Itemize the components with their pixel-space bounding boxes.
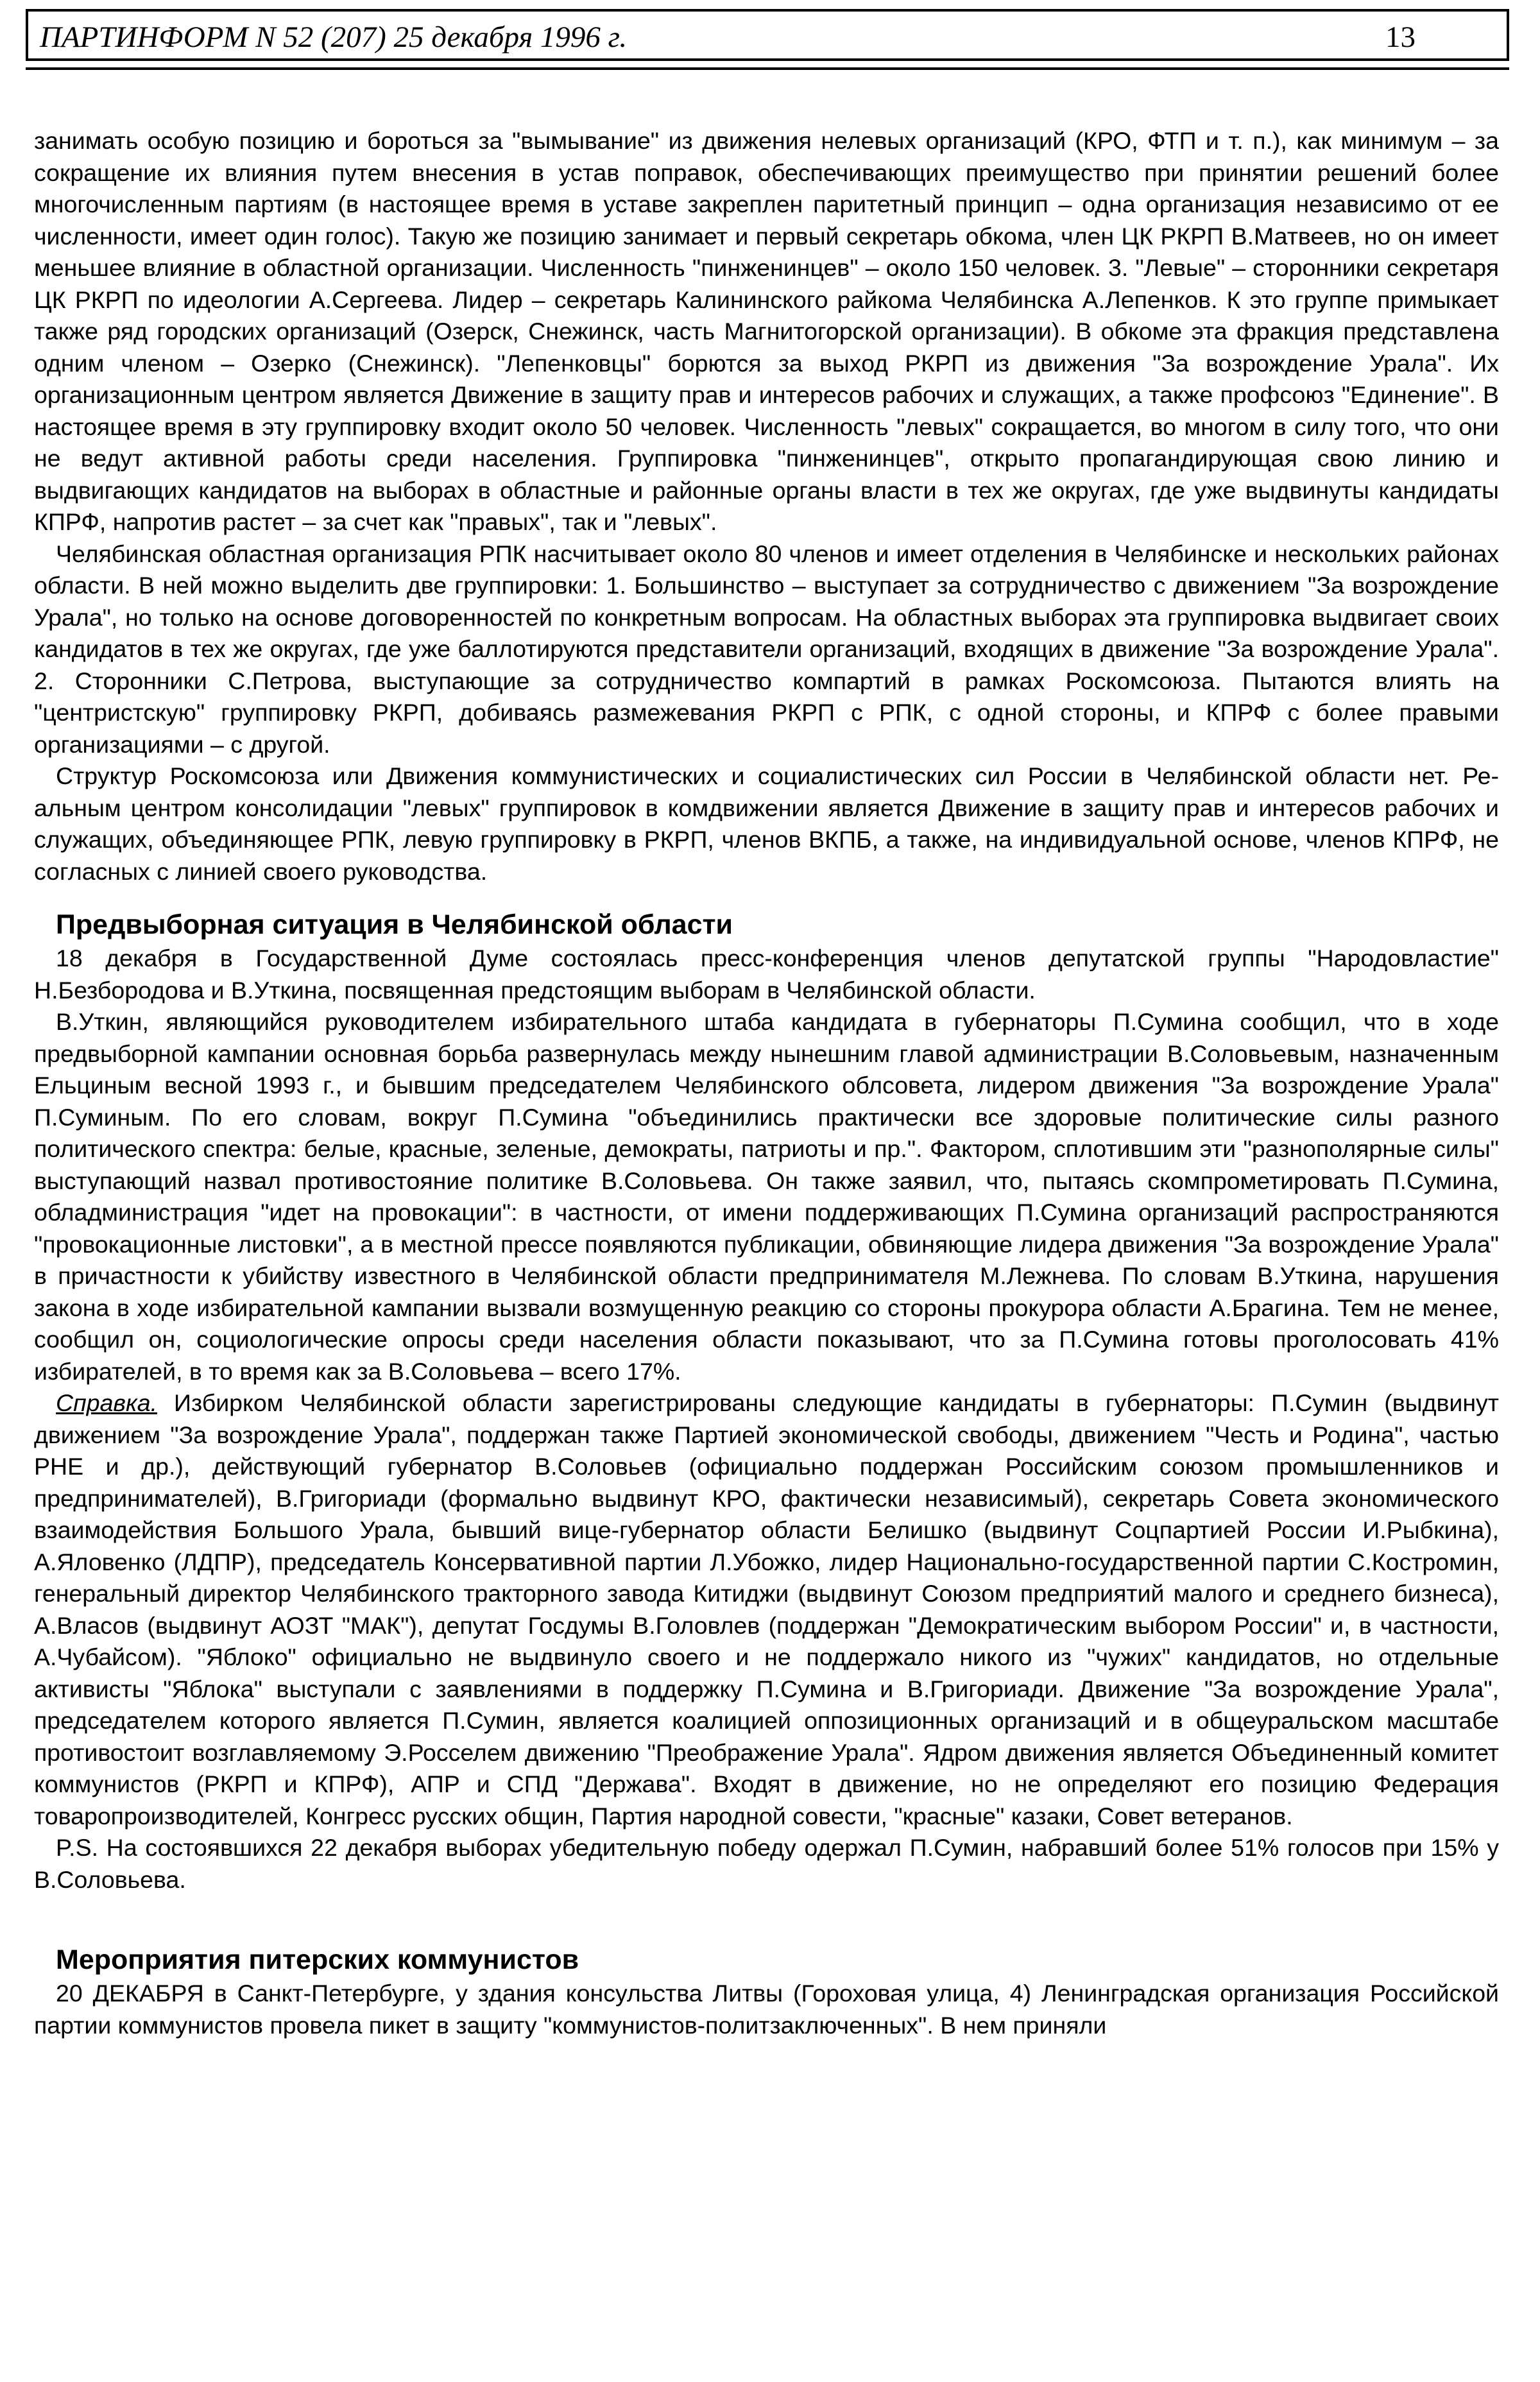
header-divider [26,67,1509,70]
intro-paragraph-3: Структур Роскомсоюза или Движения коммунистических и социалистических сил России в Челябинской области нет. Ре-альным центром консолидации "левых" группировок в комдвижении является Движение в защиту прав и интересов рабочих и служащих, объединяющее РПК, левую группировку в РКРП, членов ВКПБ, а также, на индивидуальной основе, членов КПРФ, не согласных с линией своего руководства. [34,762,1499,885]
note-label: Справка. [56,1389,157,1416]
intro-paragraph-2: Челябинская областная организация РПК насчитывает около 80 членов и имеет отделения в Челябинске и нескольких районах области. В ней можно выделить две группировки: 1. Большинство – выступает за сотрудничество с движением "За возрождение Урала", но только на основе договоренностей по конкретным вопросам. На областных выборах эта группировка выдвигает своих кандидатов в тех же округах, где уже баллотируются представители организаций, входящих в движение "За возрождение Урала". 2. Сторонники С.Петрова, выступающие за сотрудничество компартий в рамках Роскомсоюза. Пытаются влиять на "центристскую" группировку РКРП, добиваясь размежевания РКРП с РПК, с одной стороны, и КПРФ с более правыми организациями – с другой. [34,540,1499,758]
elections-postscript: P.S. На состоявшихся 22 декабря выборах убедительную победу одержал П.Сумин, набравший более 51% голосов при 15% у В.Соловьева. [34,1834,1499,1893]
intro-paragraph-1: занимать особую позицию и бороться за "вымывание" из движения нелевых организаций (КРО, ФТП и т. п.), как минимум – за сокращение их влияния путем внесения в устав поправок, обеспечивающих преимущество при принятии решений более многочисленным партиям (в настоящее время в уставе закреплен паритетный принцип – одна организация независимо от ее численности, имеет один голос). Такую же позицию занимает и первый секретарь обкома, член ЦК РКРП В.Матвеев, но он имеет меньшее влияние в областной организации. Численность "пинженинцев" – около 150 человек. 3. "Левые" – сторонники секретаря ЦК РКРП по идеологии А.Сергеева. Лидер – секретарь Калининского райкома Челябинска А.Лепенков. К это группе примыкает также ряд городских организаций (Озерск, Снежинск, часть Магнитогорской организации). В обкоме эта фракция представлена одним членом – Озерко (Снежинск). "Лепенковцы" борются за выход РКРП из движения "За возрождение Урала". Их организационным центром является Движение в защиту прав и интересов рабочих и служащих, а также профсоюз "Единение". В настоящее время в эту группировку входит около 50 человек. Численность "левых" сокращается, во многом в силу того, что они не ведут активной работы среди населения. Группировка "пинженинцев", открыто пропагандирующая свою линию и выдвигающих кандидатов на выборах в областные и районные органы власти в тех же округах, где уже выдвинуты кандидаты КПРФ, напротив растет – за счет как "правых", так и "левых". [34,127,1499,535]
publication-title: ПАРТИНФОРМ N 52 (207) 25 декабря 1996 г. [40,21,628,54]
communists-paragraph-1: 20 ДЕКАБРЯ в Санкт-Петербурге, у здания консульства Литвы (Гороховая улица, 4) Ленинградская организация Российской партии коммунистов провела пикет в защиту "коммунистов-политзаключенных". В нем приняли [34,1980,1499,2039]
page-number: 13 [1385,21,1416,54]
page-header [26,9,1509,61]
article-body [34,125,1499,2041]
section-heading-communists: Мероприятия питерских коммунистов [56,1944,579,1975]
note-text: Избирком Челябинской области зарегистрированы следующие кандидаты в губернаторы: П.Сумин (выдвинут движением "За возрождение Урала", поддержан также Партией экономической свободы, движением "Честь и Родина", частью РНЕ и др.), действующий губернатор В.Соловьев (официально поддержан Российским союзом промышленников и предпринимателей), В.Григориади (формально выдвинут КРО, фактически независимый), секретарь Совета экономического взаимодействия Большого Урала, бывший вице-губернатор области Белишко (выдвинут Соцпартией России И.Рыбкина), А.Яловенко (ЛДПР), председатель Консервативной партии Л.Убожко, лидер Национально-государственной партии С.Костромин, генеральный директор Челябинского тракторного завода Китиджи (выдвинут Союзом предприятий малого и среднего бизнеса), А.Власов (выдвинут АОЗТ "МАК"), депутат Госдумы В.Головлев (поддержан "Демократическим выбором России" и, в частности, А.Чубайсом). "Яблоко" официально не выдвинуло своего и не поддержало никого из "чужих" кандидатов, но отдельные активисты "Яблока" выступали с заявлениями в поддержку П.Сумина и В.Григориади. Движение "За возрождение Урала", председателем которого является П.Сумин, является коалицией оппозиционных организаций и в общеуральском масштабе противостоит возглавляемому Э.Росселем движению "Преображение Урала". Ядром движения является Объединенный комитет коммунистов (РКРП и КПРФ), АПР и СПД "Держава". Входят в движение, но не определяют его позицию Федерация товаропроизводителей, Конгресс русских общин, Партия народной совести, "красные" казаки, Совет ветеранов. [34,1389,1499,1829]
section-heading-elections: Предвыборная ситуация в Челябинской области [56,909,733,940]
elections-note [34,1387,1499,1832]
elections-paragraph-2: В.Уткин, являющийся руководителем избирательного штаба кандидата в губернаторы П.Сумина сообщил, что в ходе предвыборной кампании основная борьба развернулась между нынешним главой администрации В.Соловьевым, назначенным Ельциным весной 1993 г., и бывшим председателем Челябинского облсовета, лидером движения "За возрождение Урала" П.Суминым. По его словам, вокруг П.Сумина "объединились практически все здоровые политические силы разного политического спектра: белые, красные, зеленые, демократы, патриоты и пр.". Фактором, сплотившим эти "разнополярные силы" выступающий назвал противостояние политике В.Соловьева. Он также заявил, что, пытаясь скомпрометировать П.Сумина, обладминистрация "идет на провокации": в частности, от имени поддерживающих П.Сумина организаций распространяются "провокационные листовки", а в местной прессе появляются публикации, обвиняющие лидера движения "За возрождение Урала" в причастности к убийству известного в Челябинской области предпринимателя М.Лежнева. По словам В.Уткина, нарушения закона в ходе избирательной кампании вызвали возмущенную реакцию со стороны прокурора области А.Брагина. Тем не менее, сообщил он, социологические опросы среди населения области показывают, что за П.Сумина готовы проголосовать 41% избирателей, в то время как за В.Соловьева – всего 17%. [34,1008,1499,1385]
elections-paragraph-1: 18 декабря в Государственной Думе состоялась пресс-конференция членов депутатской группы "Народовластие" Н.Безбородова и В.Уткина, посвященная предстоящим выборам в Челябинской области. [34,945,1499,1004]
